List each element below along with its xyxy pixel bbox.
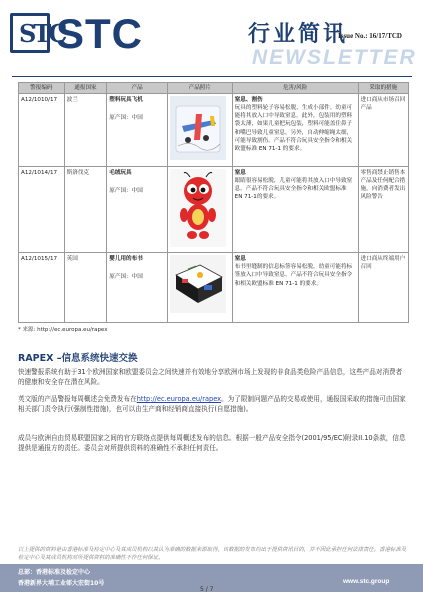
newsletter-title: 行业简讯 <box>248 22 349 47</box>
page-number: 5 / 7 <box>200 586 214 593</box>
footer-hq-label: 总部：香港标准及检定中心 <box>18 569 91 576</box>
column-header: 采取的措施 <box>358 83 408 94</box>
measures-taken: 进口商从市场召回产品 <box>358 94 408 167</box>
column-header: 通报国家 <box>64 83 107 94</box>
rapex-alerts-table <box>18 82 409 323</box>
table-header-row <box>19 83 409 94</box>
alert-code: A12/1015/17 <box>19 253 65 323</box>
hazard-description: 眼睛很容易松脱，儿童可能将其放入口中导致窒息。产品不符合玩具安全指令和相关欧盟标准 EN 71-1的要求。 <box>234 178 353 201</box>
product-photo <box>167 253 232 323</box>
column-header: 产品照片 <box>167 83 232 94</box>
measures-taken: 进口商从终端用户召回 <box>358 253 408 323</box>
product-name: 婴儿用的布书 <box>109 256 143 263</box>
toy-plane-photo-icon <box>170 96 226 160</box>
cloth-book-photo-icon <box>170 255 226 313</box>
header-divider <box>12 76 412 77</box>
disclaimer-text: 以上提供的资料是由香港标准及检定中心及其成员机构以其认为准确的数据来源取得，该数据的发布均出于提供资讯目的，并不因此承担任何法律责任。香港标准及检定中心及其成员机构对所提供资料的准确性不作任何保证。 <box>18 547 407 561</box>
table-row <box>19 253 409 323</box>
footer-address: 香港新界大埔工业邨大宏街10号 <box>18 580 105 587</box>
header <box>0 0 423 76</box>
source-note: * 来源: http://ec.europa.eu/rapex <box>18 327 108 333</box>
footer-website-link[interactable]: www.stc.group <box>343 578 390 585</box>
alert-code: A12/1010/17 <box>19 94 65 167</box>
country-of-origin: 原产国：中国 <box>109 188 143 195</box>
measures-taken: 零售商禁止销售本产品及任何配合措施，向消费者发出风险警告 <box>358 167 408 253</box>
hazard-type: 窒息、割伤 <box>234 97 263 104</box>
notifying-country: 英国 <box>64 253 107 323</box>
rapex-paragraph-2: 英文版的产品警报每周概述会免费发布在http://ec.europa.eu/rapex。为了限制问题产品的交易或使用，通报国采取的措施可由国家相关部门责令执行(强制性措施)，也可以由生产商和经销商直接执行(自愿措施)。 <box>18 395 406 414</box>
column-header: 危害/风险 <box>232 83 358 94</box>
country-of-origin: 原产国：中国 <box>109 274 143 281</box>
rapex-link[interactable]: http://ec.europa.eu/rapex <box>136 395 222 403</box>
product-name: 毛绒玩具 <box>109 170 132 177</box>
issue-number: Issue No.: 16/17/TCD <box>338 32 402 40</box>
hazard-type: 窒息 <box>234 256 246 263</box>
product-name: 塑料玩具飞机 <box>109 97 143 104</box>
rapex-paragraph-1: 快速警报系统有助于31个欧洲国家和欧盟委员会之间快速并有效地分享欧洲市场上发现的非食品类危险产品信息，这些产品对消费者的健康和安全存在潜在风险。 <box>18 368 403 387</box>
country-of-origin: 原产国：中国 <box>109 115 143 122</box>
column-header: 产品 <box>107 83 168 94</box>
column-header: 警报编码 <box>19 83 65 94</box>
hazard-type: 窒息 <box>234 170 246 177</box>
newsletter-wordmark: NEWSLETTER <box>252 46 417 69</box>
rapex-paragraph-3: 成员与欧洲自由贸易联盟国家之间的官方联络点提供每周概述发布的信息。根据一般产品安全指令(2001/95/EC)附录II.10条款，信息提供是通报方的责任。委员会对所提供资料的准确性不承担任何责任。 <box>18 434 406 453</box>
hazard-description: 玩具的塑料轮子容易松脱，生成小部件。幼童可能将其放入口中导致窒息。此外，包装用的塑料袋太薄，如果儿童把玩包装，塑料可能盖住鼻子和嘴巴导致儿童窒息。另外，自动伸缩绳太细，可能导致割伤。产品不符合玩具安全指令和相关欧盟标准 EN 71-1 的要求。 <box>234 105 353 152</box>
stc-logo-icon: STC <box>10 13 50 53</box>
section-title: RAPEX –信息系统快速交换 <box>18 353 138 364</box>
notifying-country: 波兰 <box>64 94 107 167</box>
hazard-description: 布书里缝制的信息标签容易松脱，幼童可能将标签放入口中导致窒息。产品不符合玩具安全指令和相关欧盟标准 EN 71-1 的要求。 <box>234 264 353 287</box>
product-photo <box>167 167 232 253</box>
notifying-country: 斯洛伐克 <box>64 167 107 253</box>
product-photo <box>167 94 232 167</box>
table-row <box>19 167 409 253</box>
alert-code: A12/1014/17 <box>19 167 65 253</box>
plush-toy-photo-icon <box>170 169 226 247</box>
brand-name: STC <box>56 10 143 57</box>
table-row <box>19 94 409 167</box>
